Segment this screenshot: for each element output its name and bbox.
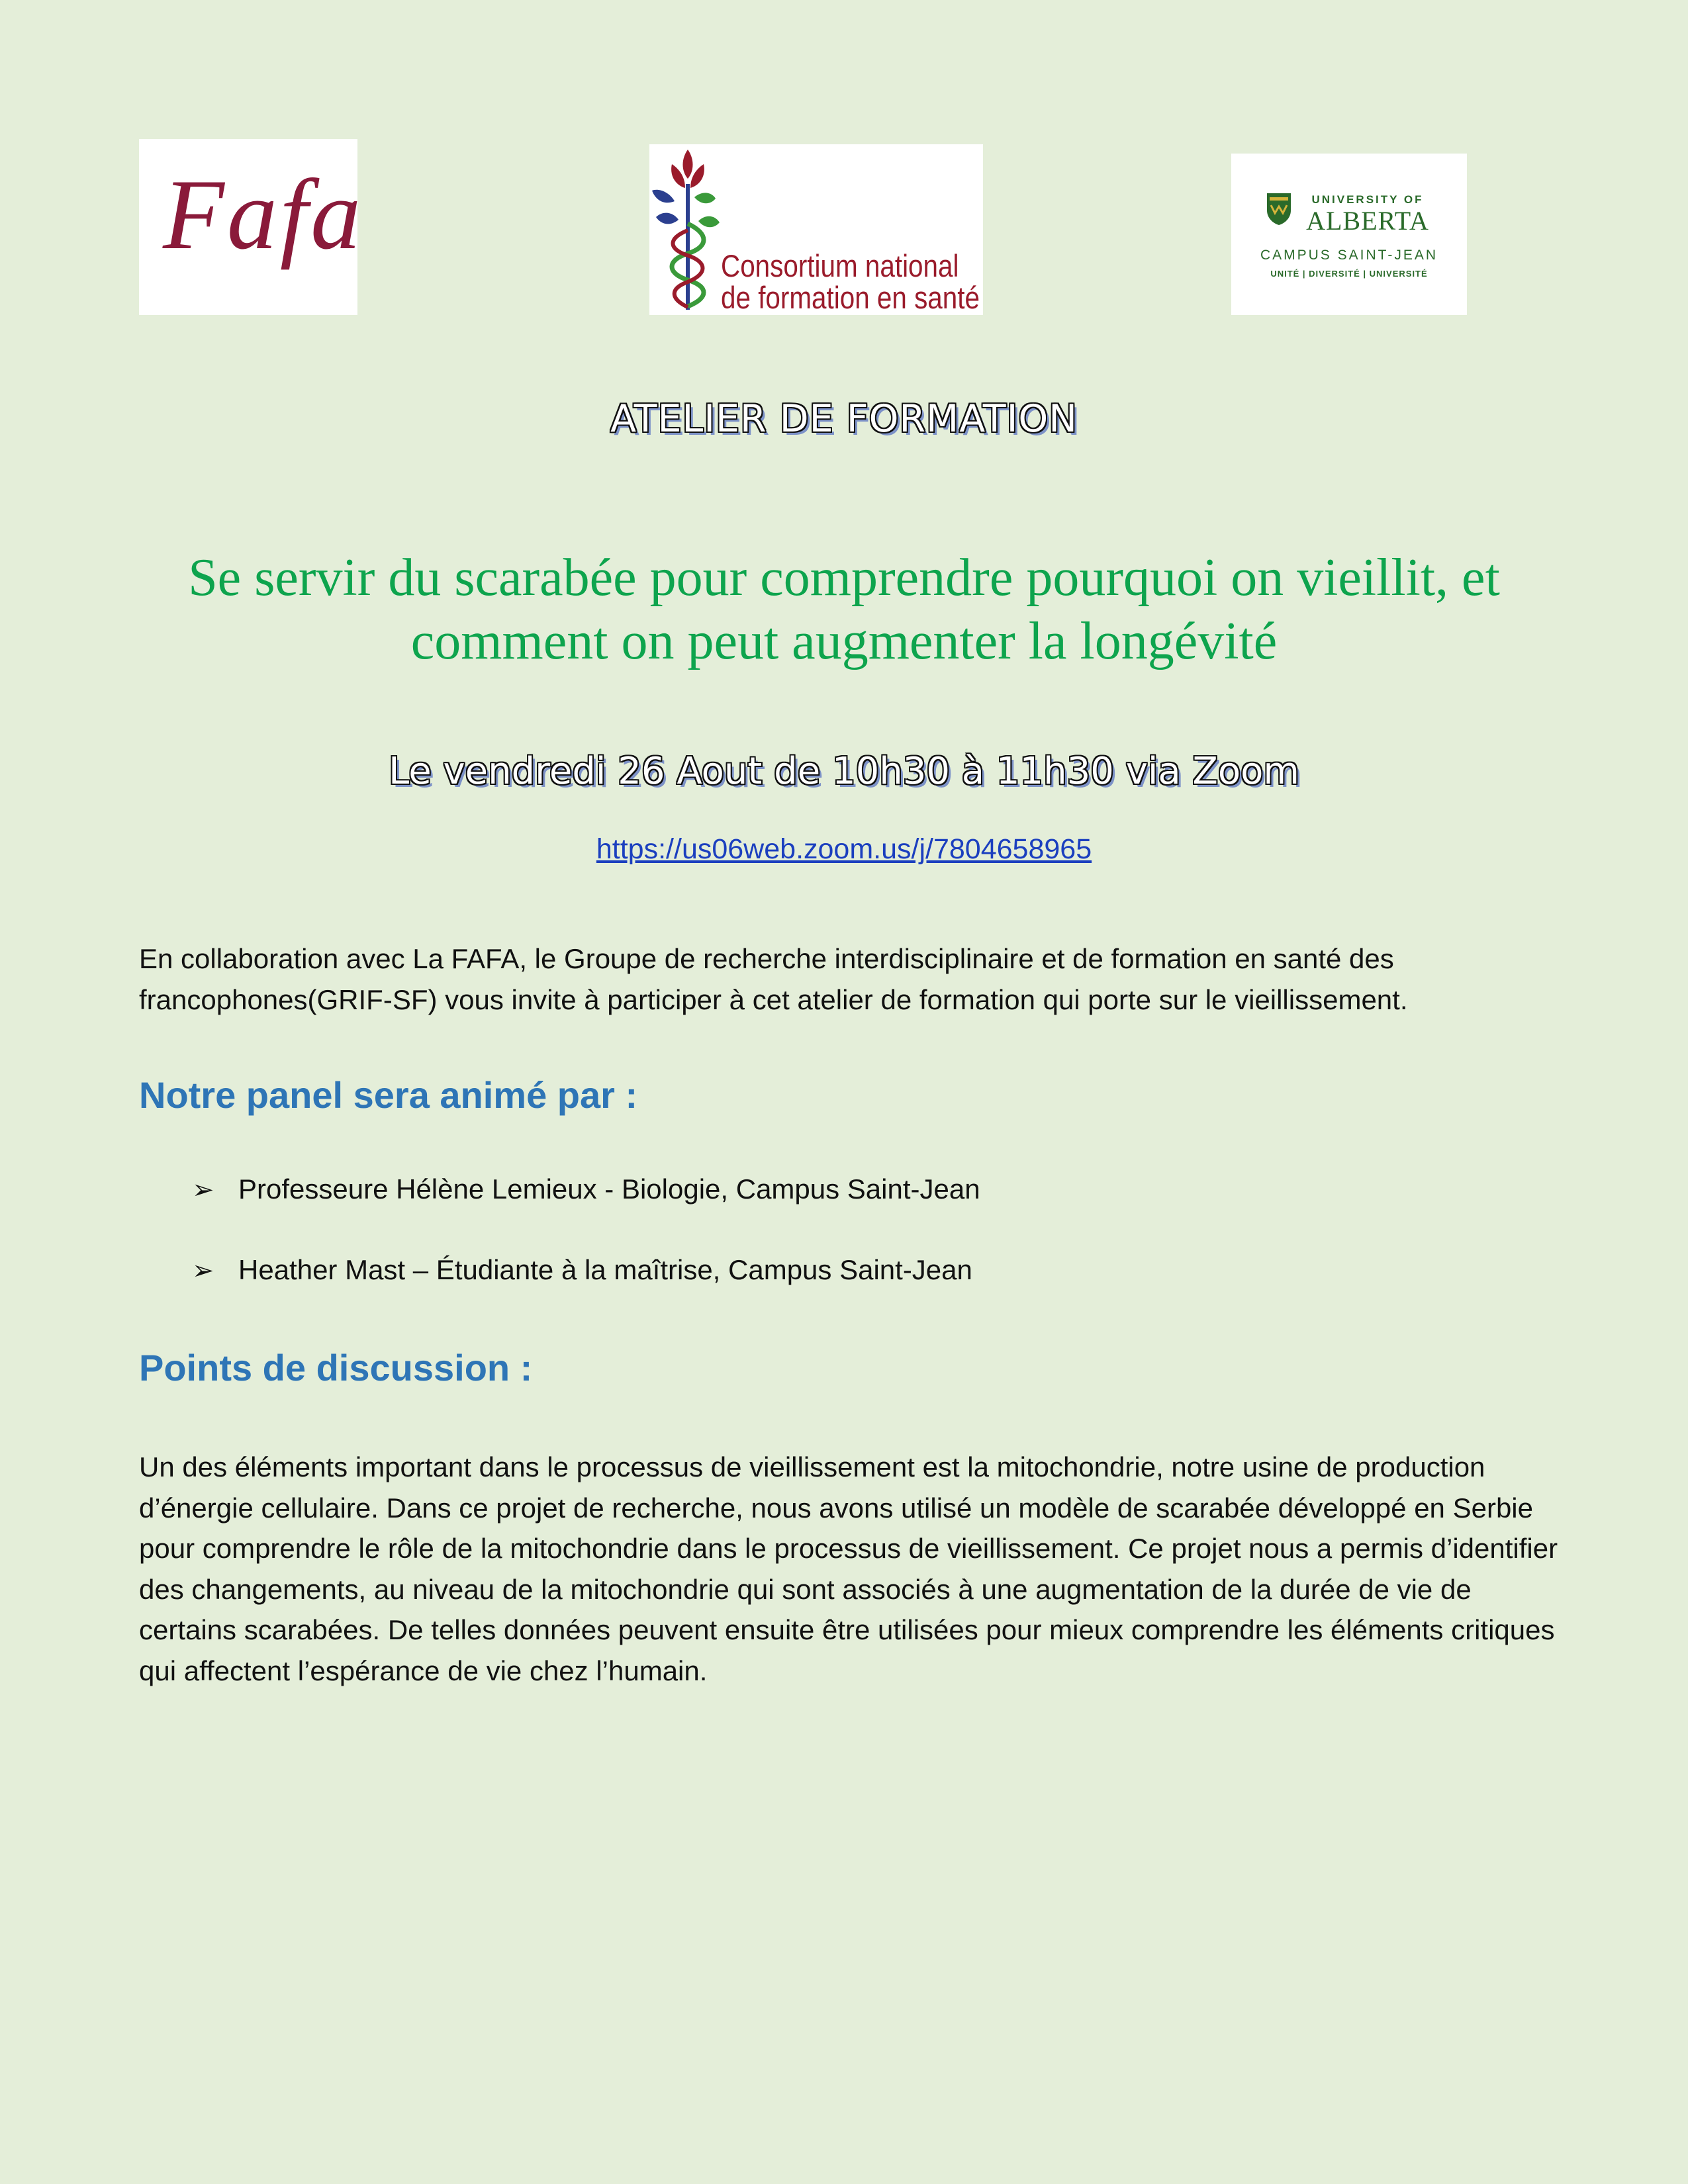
- panel-list-item: [192, 1250, 972, 1291]
- caduceus-icon: [649, 144, 722, 315]
- ua-logo-line2: ALBERTA: [1306, 206, 1429, 236]
- ua-logo-line3: CAMPUS SAINT-JEAN: [1260, 248, 1438, 263]
- cnfs-logo-line1: Consortium national: [721, 248, 959, 283]
- arrow-bullet-icon: ➢: [192, 1175, 214, 1205]
- panel-heading: Notre panel sera animé par :: [139, 1074, 638, 1116]
- ua-logo-line4: UNITÉ | DIVERSITÉ | UNIVERSITÉ: [1270, 269, 1428, 279]
- panel-member-text: Professeure Hélène Lemieux - Biologie, Campus Saint-Jean: [238, 1173, 980, 1205]
- atelier-title: ATELIER DE FORMATION: [610, 397, 1078, 441]
- main-title: Se servir du scarabée pour comprendre pourquoi on vieillit, et comment on peut augmenter la longévité: [188, 549, 1500, 670]
- arrow-bullet-icon: ➢: [192, 1255, 214, 1286]
- cnfs-logo-line2: de formation en santé: [721, 280, 980, 315]
- points-heading: Points de discussion :: [139, 1347, 533, 1388]
- cnfs-logo: [649, 144, 983, 315]
- intro-paragraph: En collaboration avec La FAFA, le Groupe de recherche interdisciplinaire et de formation en santé des francophones(GRIF-SF) vous invite à participer à cet atelier de formation qui porte sur le vieillissement.: [139, 943, 1408, 1015]
- university-of-alberta-logo: [1231, 154, 1467, 315]
- event-date: Le vendredi 26 Aout de 10h30 à 11h30 via Zoom: [389, 750, 1299, 793]
- ua-logo-line1: UNIVERSITY OF: [1311, 193, 1424, 206]
- panel-list-item: [192, 1169, 980, 1210]
- discussion-paragraph: Un des éléments important dans le processus de vieillissement est la mitochondrie, notre usine de production d’énergie cellulaire. Dans ce projet de recherche, nous avons utilisé un modèle de scarabée développé en Serbie pour comprendre le rôle de la mitochondrie dans le processus de vieillissement. Ce projet nous a permis d’identifier des changements, au niveau de la mitochondrie qui sont associés à une augmentation de la durée de vie de certains scarabées. De telles données peuvent ensuite être utilisées pour mieux comprendre les éléments critiques qui affectent l’espérance de vie chez l’humain.: [139, 1451, 1558, 1686]
- fafa-logo: [139, 139, 364, 315]
- panel-member-text: Heather Mast – Étudiante à la maîtrise, Campus Saint-Jean: [238, 1254, 972, 1285]
- zoom-link[interactable]: https://us06web.zoom.us/j/7804658965: [596, 833, 1092, 865]
- fafa-logo-text: Fafa: [163, 159, 364, 270]
